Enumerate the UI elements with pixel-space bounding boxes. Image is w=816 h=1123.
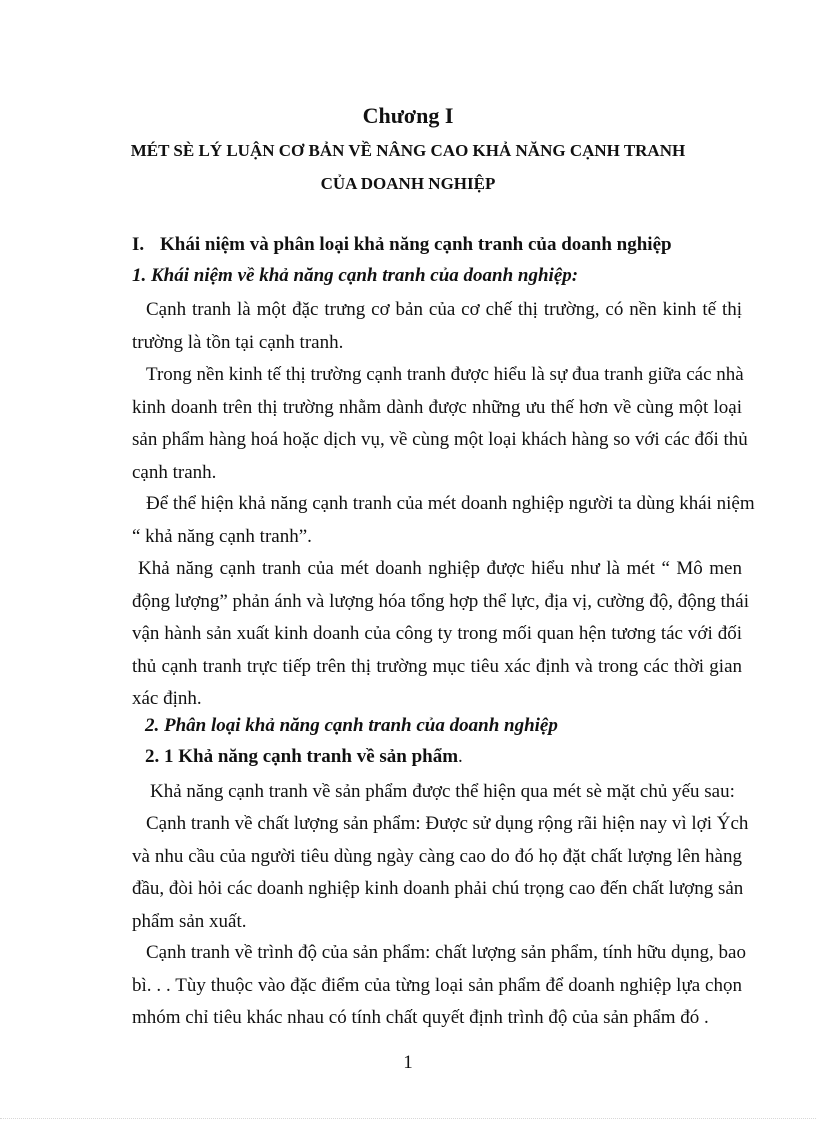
paragraph-line: động lượng” phản ánh và lượng hóa tổng hợp thể lực, địa vị, cường độ, động thái <box>132 590 749 612</box>
paragraph-3 <box>132 488 755 553</box>
paragraph-line: cạnh tranh. <box>132 461 217 483</box>
paragraph-4 <box>132 553 749 716</box>
paragraph-line: đầu, đòi hỏi các doanh nghiệp kinh doanh phải chú trọng cao đến chất lượng sản <box>132 878 744 899</box>
subsection-2-1-heading <box>145 746 463 768</box>
paragraph-line: Khả năng cạnh tranh của mét doanh nghiệp được hiểu như là mét “ Mô men <box>138 558 742 579</box>
paragraph-line: xác định. <box>132 688 202 709</box>
paragraph-line: Cạnh tranh là một đặc trưng cơ bản của cơ chế thị trường, có nền kinh tế thị <box>146 299 742 320</box>
subsection-2-1-title: 2. 1 Khả năng cạnh tranh về sản phẩm <box>145 746 459 767</box>
paragraph-7 <box>132 937 746 1035</box>
subsection-2-heading: 2. Phân loại khả năng cạnh tranh của doanh nghiệp <box>145 715 558 736</box>
subsection-1-heading: 1. Khái niệm về khả năng cạnh tranh của doanh nghiệp: <box>132 265 579 286</box>
page-number: 1 <box>403 1052 413 1073</box>
paragraph-line: bì. . . Tùy thuộc vào đặc điểm của từng loại sản phẩm để doanh nghiệp lựa chọn <box>132 974 742 996</box>
chapter-label: Chương I <box>362 103 454 128</box>
paragraph-line: phẩm sản xuất. <box>132 910 247 932</box>
chapter-title-line-1: MÉT SÈ LÝ LUẬN CƠ BẢN VỀ NÂNG CAO KHẢ NĂNG CẠNH TRANH <box>130 141 686 160</box>
paragraph-line: kinh doanh trên thị trường nhằm dành được những ưu thế hơn về cùng một loại <box>132 396 742 418</box>
paragraph-line: Trong nền kinh tế thị trường cạnh tranh được hiểu là sự đua tranh giữa các nhà <box>146 364 744 385</box>
page-bottom-divider <box>0 1118 816 1119</box>
paragraph-line: Khả năng cạnh tranh về sản phẩm được thể hiện qua mét sè mặt chủ yếu sau: <box>150 781 735 802</box>
subsection-2-1-tail: . <box>458 746 463 767</box>
paragraph-5 <box>132 776 742 809</box>
paragraph-line: Cạnh tranh về trình độ của sản phẩm: chất lượng sản phẩm, tính hữu dụng, bao <box>146 942 746 963</box>
paragraph-line: thủ cạnh tranh trực tiếp trên thị trường mục tiêu xác định và trong các thời gian <box>132 655 742 677</box>
paragraph-line: sản phẩm hàng hoá hoặc dịch vụ, về cùng một loại khách hàng so với các đối thủ <box>132 429 748 450</box>
paragraph-line: trường là tồn tại cạnh tranh. <box>132 331 344 353</box>
paragraph-line: “ khả năng cạnh tranh”. <box>132 525 312 547</box>
paragraph-1 <box>132 294 742 359</box>
paragraph-2 <box>132 359 748 489</box>
paragraph-line: và nhu cầu của người tiêu dùng ngày càng cao do đó họ đặt chất lượng lên hàng <box>132 845 742 867</box>
paragraph-line: vận hành sản xuất kinh doanh của công ty trong mối quan hện tương tác với đối <box>132 623 742 644</box>
paragraph-line: Cạnh tranh về chất lượng sản phẩm: Được sử dụng rộng rãi hiện nay vì lợi Ých <box>146 813 749 834</box>
chapter-title-line-2: CỦA DOANH NGHIỆP <box>320 174 496 193</box>
section-heading <box>132 234 672 256</box>
paragraph-line: mhóm chỉ tiêu khác nhau có tính chất quyết định trình độ của sản phẩm đó . <box>132 1007 709 1028</box>
paragraph-line: Để thể hiện khả năng cạnh tranh của mét doanh nghiệp người ta dùng khái niệm <box>146 493 755 514</box>
paragraph-6 <box>132 808 749 938</box>
section-number: I. <box>132 234 145 255</box>
section-title: Khái niệm và phân loại khả năng cạnh tranh của doanh nghiệp <box>160 234 672 255</box>
